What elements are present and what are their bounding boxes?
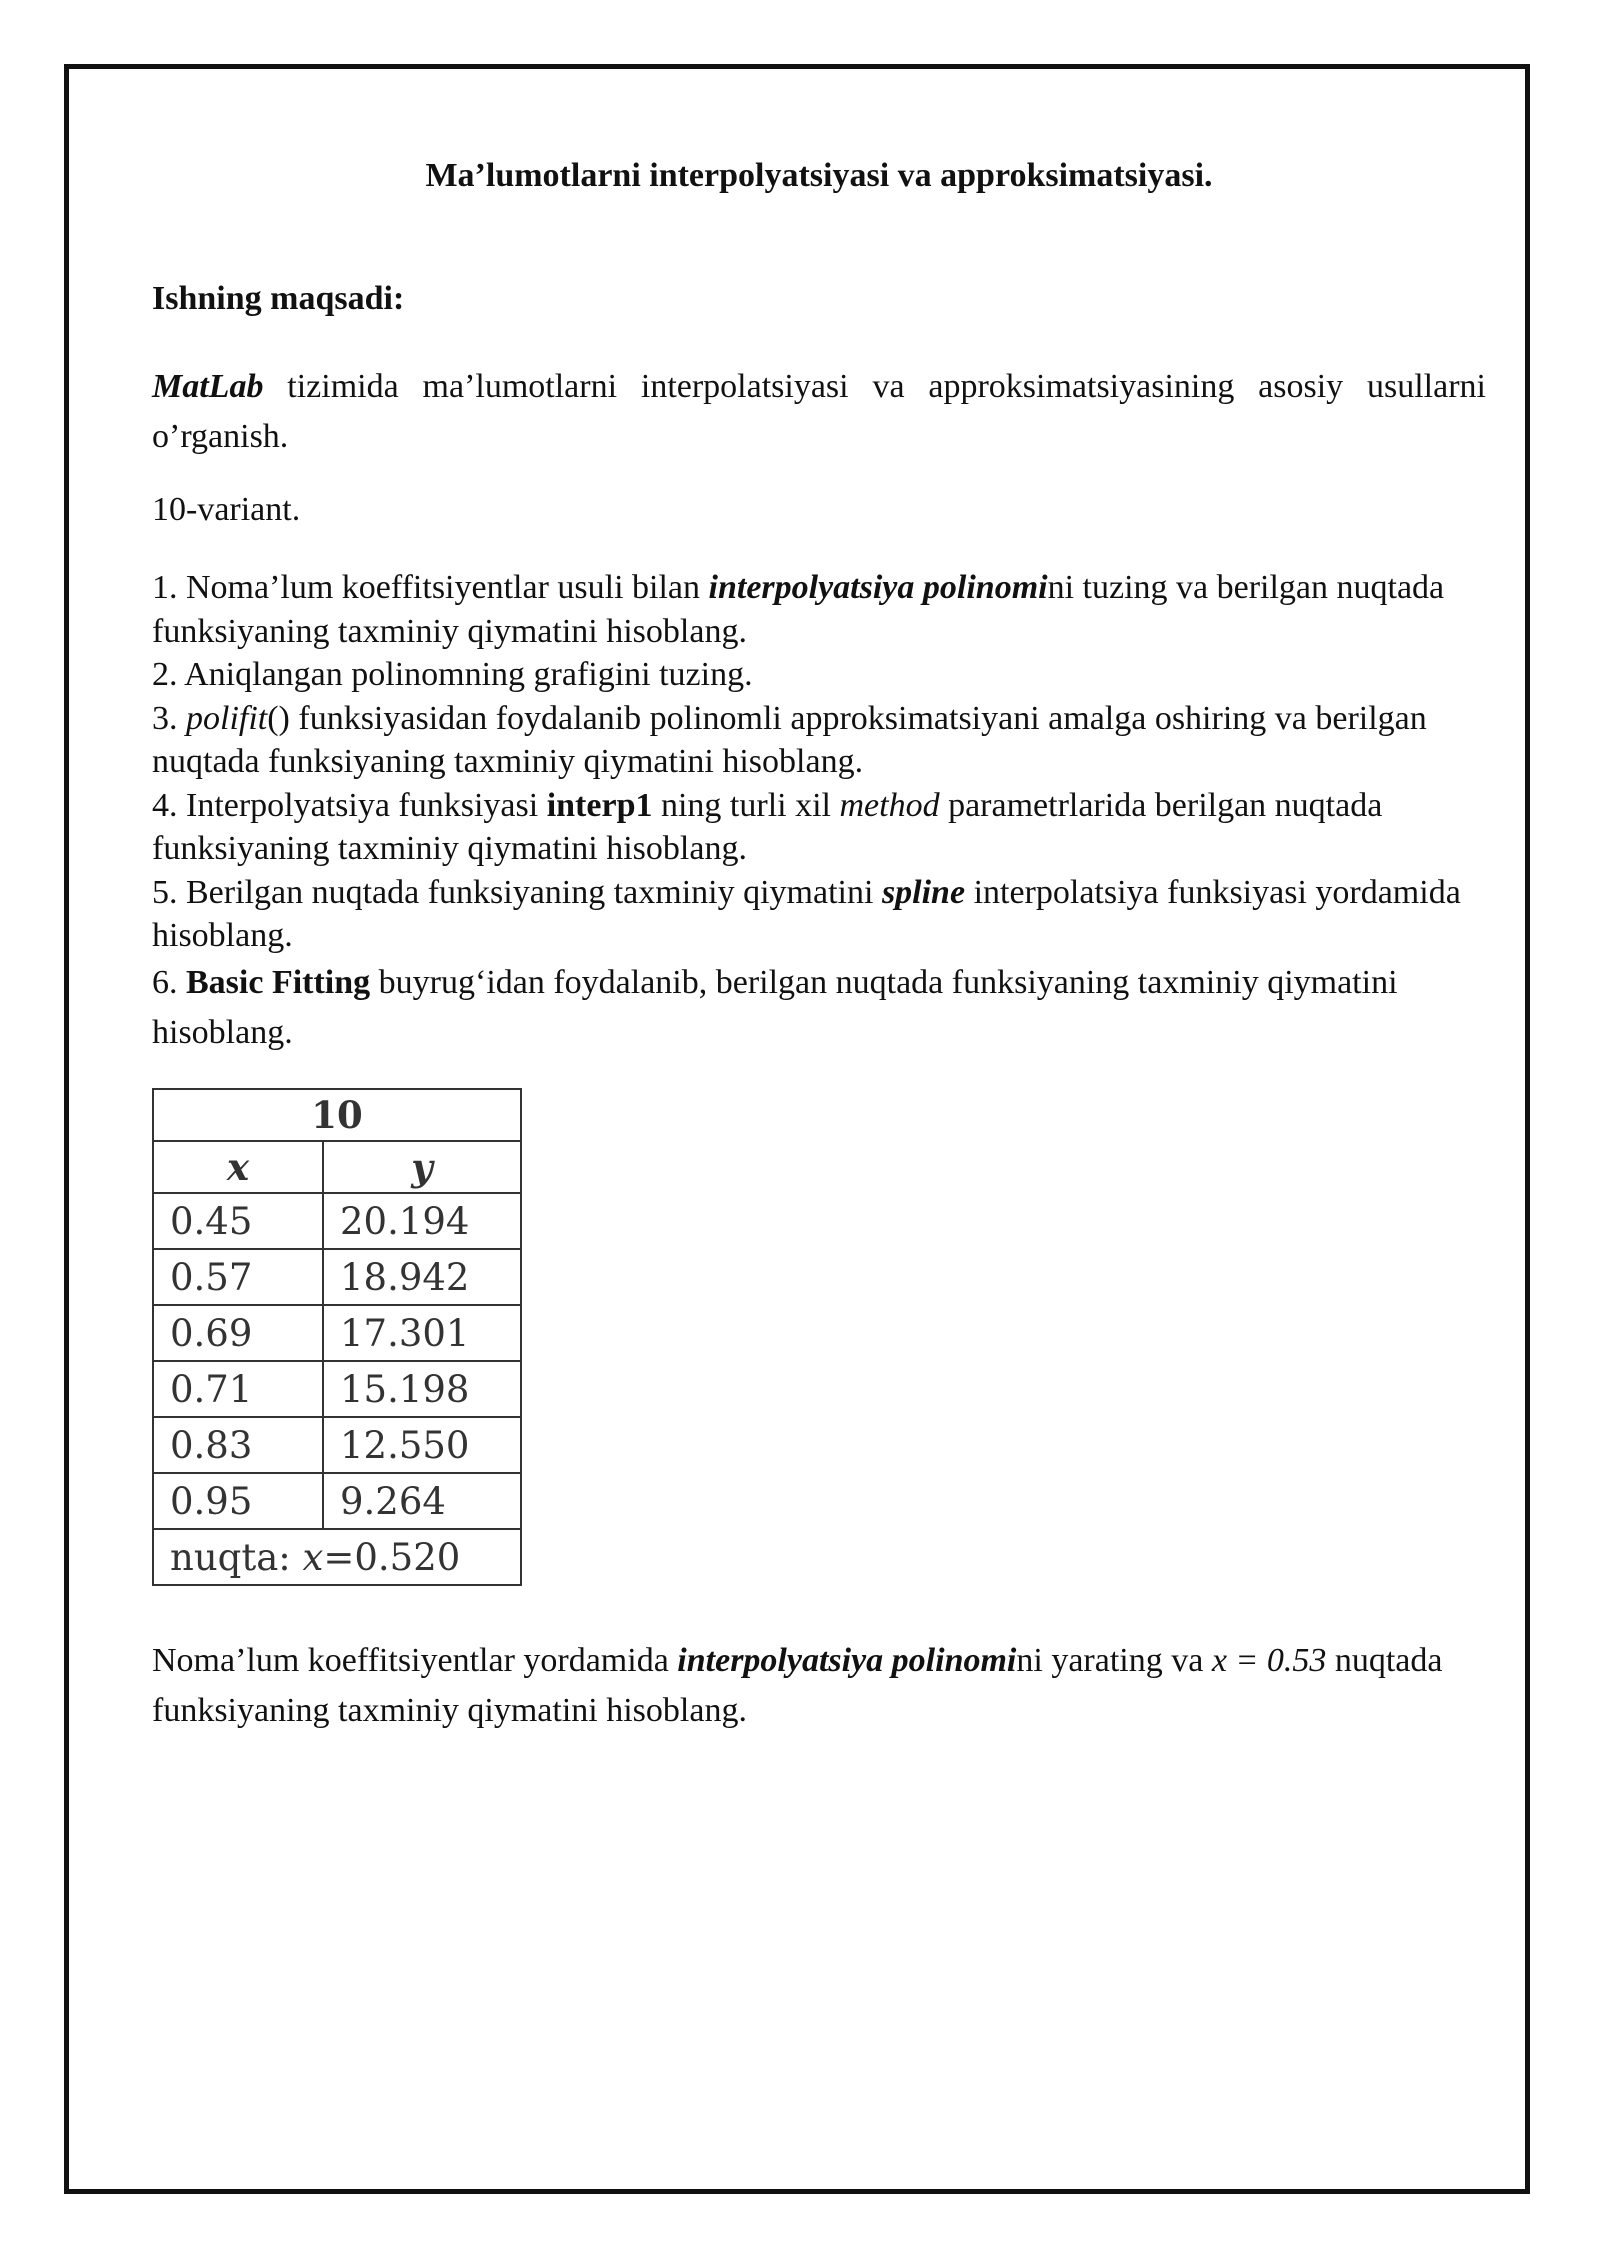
task-item [152, 958, 1486, 1058]
aim-heading: Ishning maqsadi: [152, 280, 405, 317]
closing-text: nuqtada funksiyaning taxminiy qiymatini hisoblang. [152, 1642, 1443, 1729]
data-table [152, 1088, 522, 1586]
table-row [153, 1473, 521, 1529]
task-text: 4. Interpolyatsiya funksiyasi [152, 786, 547, 824]
task-item [152, 871, 1486, 958]
table-cell-y: 20.194 [323, 1193, 521, 1249]
task-text: interpolatsiya funksiyasi yordamida hisoblang. [152, 873, 1461, 954]
aim-text: tizimida ma’lumotlarni interpolatsiyasi va approksimatsiyasining asosiy usullarni o’rganish. [152, 368, 1486, 455]
task-emphasis: polifit [186, 699, 268, 737]
task-emphasis: spline [881, 873, 966, 911]
task-text: 5. Berilgan nuqtada funksiyaning taxminiy qiymatini [152, 873, 882, 911]
document-title: Ma’lumotlarni interpolyatsiyasi va approksimatsiyasi. [425, 157, 1213, 194]
task-item [152, 784, 1486, 871]
task-text: buyrug‘idan foydalanib, berilgan nuqtada funksiyaning taxminiy qiymatini hisoblang. [152, 963, 1398, 1051]
task-emphasis: Basic Fitting [186, 963, 371, 1001]
task-text: ni tuzing va berilgan nuqtada funksiyaning taxminiy qiymatini hisoblang. [152, 569, 1445, 650]
table-point-row [153, 1529, 521, 1585]
closing-text: Noma’lum koeffitsiyentlar yordamida [152, 1642, 678, 1679]
task-emphasis: interpolyatsiya polinomi [708, 569, 1048, 606]
task-item [152, 653, 1486, 697]
table-cell-x: 0.83 [153, 1417, 323, 1473]
aim-paragraph [152, 362, 1486, 462]
point-variable: x [302, 1535, 324, 1579]
task-item [152, 566, 1486, 653]
table-cell-x: 0.69 [153, 1305, 323, 1361]
task-list [152, 566, 1486, 1058]
task-item [152, 697, 1486, 784]
task-text: parametrlarida berilgan nuqtada funksiyaning taxminiy qiymatini hisoblang. [152, 786, 1383, 867]
table-cell-x: 0.45 [153, 1193, 323, 1249]
table-cell-y: 15.198 [323, 1361, 521, 1417]
table-cell-y: 17.301 [323, 1305, 521, 1361]
task-text: 1. Noma’lum koeffitsiyentlar usuli bilan [152, 569, 709, 606]
task-text: 2. Aniqlangan polinomning grafigini tuzing. [152, 656, 753, 693]
table-row [153, 1305, 521, 1361]
table-cell-y: 9.264 [323, 1473, 521, 1529]
task-text: ning turli xil [652, 786, 840, 824]
table-variant-header: 10 [153, 1089, 521, 1141]
point-label: nuqta: [170, 1535, 303, 1579]
table-row [153, 1249, 521, 1305]
table-cell-y: 12.550 [323, 1417, 521, 1473]
table-cell-y: 18.942 [323, 1249, 521, 1305]
task-emphasis: interp1 [546, 786, 653, 824]
closing-formula: x = 0.53 [1211, 1642, 1327, 1679]
table-row [153, 1193, 521, 1249]
task-text: 6. [152, 963, 186, 1001]
table-x-header: x [153, 1141, 323, 1193]
closing-text: ni yarating va [1016, 1642, 1212, 1679]
closing-paragraph [152, 1636, 1486, 1736]
table-y-header: y [323, 1141, 521, 1193]
point-value: =0.520 [323, 1535, 461, 1579]
task-text: () funksiyasidan foydalanib polinomli approksimatsiyani amalga oshiring va berilgan nuqtada funksiyaning taxminiy qiymatini hisoblang. [152, 699, 1427, 780]
task-emphasis: method [839, 786, 940, 824]
task-text: 3. [152, 699, 186, 737]
table-row [153, 1361, 521, 1417]
table-cell-x: 0.57 [153, 1249, 323, 1305]
closing-emphasis: interpolyatsiya polinomi [677, 1642, 1017, 1679]
table-cell-x: 0.71 [153, 1361, 323, 1417]
table-cell-x: 0.95 [153, 1473, 323, 1529]
aim-system-name: MatLab [152, 368, 264, 405]
table-row [153, 1417, 521, 1473]
variant-label: 10-variant. [152, 491, 301, 528]
